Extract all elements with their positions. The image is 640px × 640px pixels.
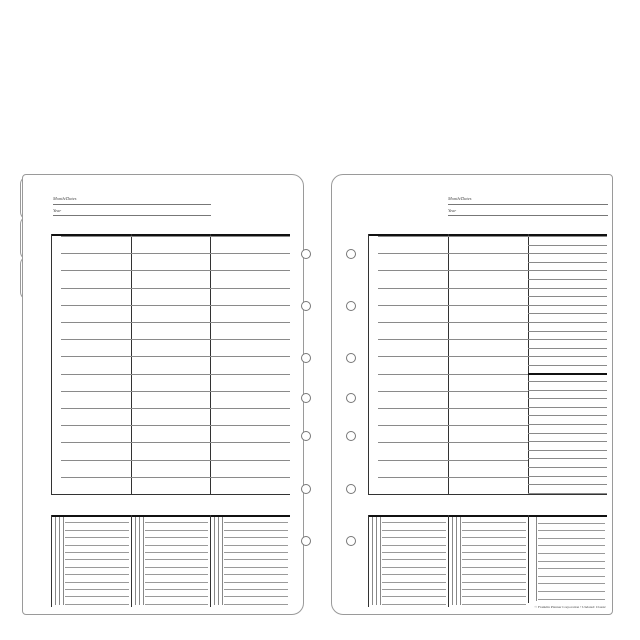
saturday-line bbox=[528, 322, 607, 323]
schedule-row-line bbox=[378, 442, 528, 443]
schedule-row-line bbox=[210, 374, 290, 375]
task-line bbox=[462, 522, 526, 523]
binder-hole bbox=[301, 301, 311, 311]
schedule-row-line bbox=[378, 253, 528, 254]
task-line bbox=[382, 530, 446, 531]
schedule-row-line bbox=[61, 270, 210, 271]
task-line bbox=[65, 589, 129, 590]
tasks-column-divider bbox=[210, 515, 211, 607]
schedule-row-line bbox=[378, 477, 528, 478]
task-line bbox=[145, 604, 208, 605]
task-line bbox=[538, 523, 605, 524]
schedule-row-line bbox=[61, 339, 210, 340]
task-checkbox-column bbox=[139, 517, 140, 605]
sunday-line bbox=[528, 415, 607, 416]
saturday-line bbox=[528, 270, 607, 271]
task-line bbox=[382, 537, 446, 538]
schedule-row-line bbox=[61, 442, 210, 443]
sunday-line bbox=[528, 441, 607, 442]
task-line bbox=[145, 530, 208, 531]
task-line bbox=[462, 530, 526, 531]
binder-hole bbox=[301, 536, 311, 546]
task-line bbox=[538, 583, 605, 584]
binder-hole bbox=[346, 484, 356, 494]
task-line bbox=[538, 553, 605, 554]
schedule-row-line bbox=[61, 356, 210, 357]
task-line bbox=[462, 582, 526, 583]
schedule-row-line bbox=[61, 253, 210, 254]
month-dates-line-right bbox=[448, 204, 608, 205]
task-line bbox=[224, 582, 288, 583]
task-line bbox=[462, 559, 526, 560]
task-line bbox=[382, 559, 446, 560]
task-line bbox=[462, 552, 526, 553]
saturday-line bbox=[528, 339, 607, 340]
schedule-row-line bbox=[61, 322, 210, 323]
sunday-line bbox=[528, 398, 607, 399]
task-line bbox=[462, 589, 526, 590]
task-line bbox=[538, 561, 605, 562]
task-line bbox=[65, 604, 129, 605]
task-checkbox-column bbox=[63, 517, 64, 605]
task-line bbox=[538, 599, 605, 600]
task-line bbox=[65, 530, 129, 531]
task-checkbox-column bbox=[380, 517, 381, 605]
schedule-row-line bbox=[61, 391, 210, 392]
task-line bbox=[382, 545, 446, 546]
schedule-row-line bbox=[378, 236, 528, 237]
year-label-right: Year bbox=[448, 208, 457, 213]
schedule-row-line bbox=[61, 460, 210, 461]
task-checkbox-column bbox=[460, 517, 461, 605]
task-line bbox=[224, 596, 288, 597]
task-line bbox=[224, 559, 288, 560]
sunday-line bbox=[528, 407, 607, 408]
saturday-line bbox=[528, 313, 607, 314]
schedule-row-line bbox=[61, 236, 210, 237]
task-line bbox=[538, 591, 605, 592]
task-line bbox=[224, 530, 288, 531]
sunday-line bbox=[528, 433, 607, 434]
binder-hole bbox=[301, 431, 311, 441]
task-line bbox=[224, 537, 288, 538]
task-checkbox-column bbox=[55, 517, 56, 605]
binder-hole bbox=[346, 301, 356, 311]
tasks-top-rule bbox=[368, 515, 607, 517]
schedule-row-line bbox=[378, 408, 528, 409]
schedule-row-line bbox=[210, 408, 290, 409]
task-line bbox=[382, 567, 446, 568]
column-divider bbox=[448, 234, 449, 494]
month-dates-label-right: Month/Dates bbox=[448, 196, 472, 201]
task-line bbox=[145, 582, 208, 583]
sunday-top-rule bbox=[528, 373, 607, 375]
task-line bbox=[382, 604, 446, 605]
task-checkbox-column bbox=[376, 517, 377, 605]
task-checkbox-column bbox=[135, 517, 136, 605]
schedule-row-line bbox=[210, 425, 290, 426]
schedule-row-line bbox=[61, 374, 210, 375]
task-line bbox=[145, 537, 208, 538]
sunday-line bbox=[528, 424, 607, 425]
schedule-row-line bbox=[61, 477, 210, 478]
task-line bbox=[382, 589, 446, 590]
saturday-line bbox=[528, 305, 607, 306]
task-checkbox-column bbox=[59, 517, 60, 605]
task-line bbox=[382, 596, 446, 597]
binder-hole bbox=[301, 484, 311, 494]
year-label: Year bbox=[53, 208, 62, 213]
task-checkbox-column bbox=[372, 517, 373, 605]
saturday-line bbox=[528, 348, 607, 349]
task-checkbox-column bbox=[143, 517, 144, 605]
binder-hole bbox=[346, 353, 356, 363]
tasks-column-divider bbox=[51, 515, 52, 607]
schedule-row-line bbox=[210, 288, 290, 289]
task-line bbox=[462, 567, 526, 568]
task-line bbox=[145, 567, 208, 568]
saturday-line bbox=[528, 288, 607, 289]
sunday-line bbox=[528, 458, 607, 459]
planner-page-right bbox=[331, 174, 613, 615]
binder-hole bbox=[301, 353, 311, 363]
schedule-row-line bbox=[210, 236, 290, 237]
saturday-line bbox=[528, 365, 607, 366]
task-line bbox=[382, 552, 446, 553]
task-checkbox-column bbox=[214, 517, 215, 605]
task-checkbox-column bbox=[536, 517, 537, 601]
column-divider bbox=[528, 234, 529, 494]
tasks-column-divider bbox=[368, 515, 369, 607]
task-line bbox=[145, 559, 208, 560]
schedule-row-line bbox=[210, 305, 290, 306]
column-divider bbox=[51, 234, 52, 494]
task-line bbox=[145, 589, 208, 590]
tasks-column-divider bbox=[448, 515, 449, 607]
schedule-bottom-line bbox=[51, 494, 290, 495]
task-line bbox=[382, 522, 446, 523]
schedule-row-line bbox=[210, 391, 290, 392]
schedule-row-line bbox=[378, 288, 528, 289]
schedule-row-line bbox=[61, 288, 210, 289]
schedule-row-line bbox=[61, 408, 210, 409]
binder-hole bbox=[301, 249, 311, 259]
year-line bbox=[53, 215, 211, 216]
schedule-row-line bbox=[378, 374, 528, 375]
task-line bbox=[224, 567, 288, 568]
schedule-row-line bbox=[378, 425, 528, 426]
sunday-line bbox=[528, 450, 607, 451]
schedule-row-line bbox=[61, 305, 210, 306]
saturday-line bbox=[528, 253, 607, 254]
schedule-row-line bbox=[210, 322, 290, 323]
task-line bbox=[224, 589, 288, 590]
task-line bbox=[538, 530, 605, 531]
task-line bbox=[462, 537, 526, 538]
task-line bbox=[538, 576, 605, 577]
task-checkbox-column bbox=[222, 517, 223, 605]
schedule-row-line bbox=[210, 442, 290, 443]
year-line-right bbox=[448, 215, 608, 216]
task-line bbox=[65, 582, 129, 583]
task-checkbox-column bbox=[456, 517, 457, 605]
planner-page-left bbox=[22, 174, 304, 615]
column-divider bbox=[210, 234, 211, 494]
binder-hole bbox=[346, 431, 356, 441]
task-line bbox=[462, 596, 526, 597]
sunday-line bbox=[528, 381, 607, 382]
task-line bbox=[65, 522, 129, 523]
saturday-line bbox=[528, 236, 607, 237]
task-line bbox=[538, 538, 605, 539]
task-line bbox=[224, 522, 288, 523]
task-checkbox-column bbox=[452, 517, 453, 605]
task-line bbox=[65, 559, 129, 560]
task-line bbox=[224, 545, 288, 546]
month-dates-label: Month/Dates bbox=[53, 196, 77, 201]
binder-hole bbox=[301, 393, 311, 403]
task-line bbox=[382, 582, 446, 583]
task-line bbox=[462, 574, 526, 575]
task-line bbox=[145, 522, 208, 523]
schedule-row-line bbox=[378, 270, 528, 271]
tasks-top-rule bbox=[51, 515, 290, 517]
schedule-row-line bbox=[210, 477, 290, 478]
tasks-column-divider bbox=[528, 515, 529, 603]
sunday-line bbox=[528, 484, 607, 485]
sunday-line bbox=[528, 467, 607, 468]
task-line bbox=[538, 545, 605, 546]
task-line bbox=[65, 545, 129, 546]
task-line bbox=[538, 568, 605, 569]
saturday-line bbox=[528, 296, 607, 297]
sunday-line bbox=[528, 390, 607, 391]
schedule-bottom-line bbox=[368, 494, 607, 495]
sunday-line bbox=[528, 493, 607, 494]
schedule-row-line bbox=[61, 425, 210, 426]
month-dates-line bbox=[53, 204, 211, 205]
schedule-row-line bbox=[378, 460, 528, 461]
tasks-column-divider bbox=[131, 515, 132, 607]
task-line bbox=[224, 574, 288, 575]
schedule-row-line bbox=[210, 270, 290, 271]
task-line bbox=[145, 574, 208, 575]
task-line bbox=[145, 596, 208, 597]
binder-hole bbox=[346, 249, 356, 259]
saturday-line bbox=[528, 279, 607, 280]
task-line bbox=[382, 574, 446, 575]
task-line bbox=[65, 596, 129, 597]
task-line bbox=[145, 545, 208, 546]
schedule-row-line bbox=[378, 322, 528, 323]
task-line bbox=[65, 574, 129, 575]
task-line bbox=[65, 537, 129, 538]
column-divider bbox=[131, 234, 132, 494]
task-line bbox=[65, 567, 129, 568]
saturday-line bbox=[528, 331, 607, 332]
schedule-row-line bbox=[210, 460, 290, 461]
task-line bbox=[462, 545, 526, 546]
schedule-row-line bbox=[210, 356, 290, 357]
task-line bbox=[224, 604, 288, 605]
copyright-text: © Franklin Planner Corporation • Undated: Classic bbox=[534, 605, 606, 609]
saturday-line bbox=[528, 245, 607, 246]
task-line bbox=[65, 552, 129, 553]
column-divider bbox=[368, 234, 369, 494]
binder-hole bbox=[346, 536, 356, 546]
schedule-row-line bbox=[378, 356, 528, 357]
saturday-line bbox=[528, 262, 607, 263]
schedule-row-line bbox=[210, 253, 290, 254]
task-line bbox=[462, 604, 526, 605]
binder-hole bbox=[346, 393, 356, 403]
schedule-row-line bbox=[210, 339, 290, 340]
schedule-row-line bbox=[378, 339, 528, 340]
schedule-row-line bbox=[378, 391, 528, 392]
task-line bbox=[224, 552, 288, 553]
task-checkbox-column bbox=[218, 517, 219, 605]
saturday-line bbox=[528, 356, 607, 357]
task-line bbox=[145, 552, 208, 553]
schedule-row-line bbox=[378, 305, 528, 306]
sunday-line bbox=[528, 476, 607, 477]
